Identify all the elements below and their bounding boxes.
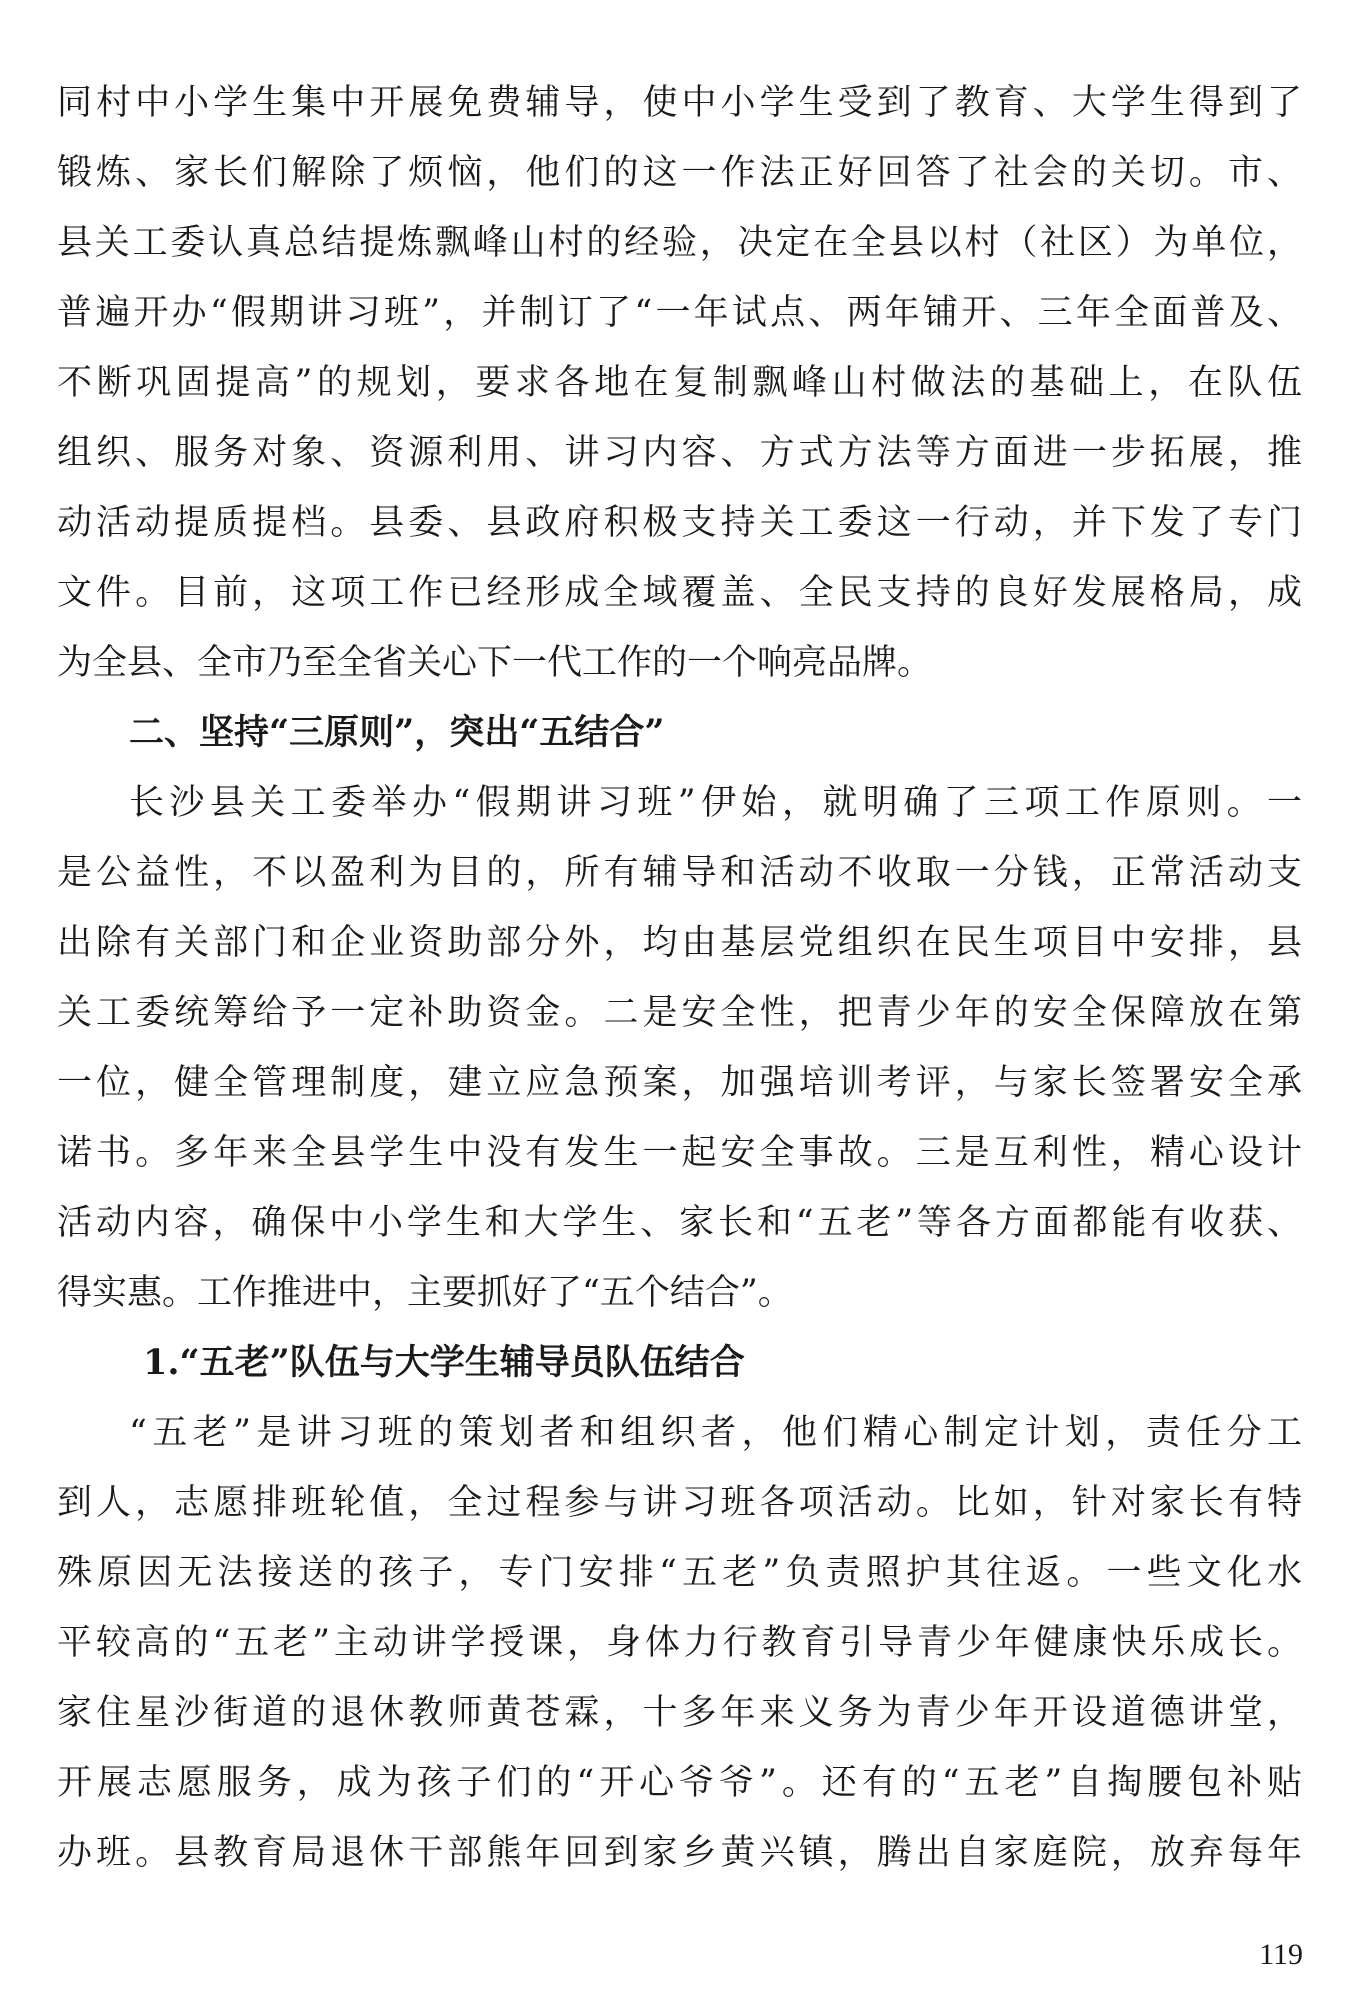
subsection-heading: 1.“五老”队伍与大学生辅导员队伍结合 bbox=[143, 1342, 745, 1383]
paragraph-line: 长沙县关工委举办“假期讲习班”伊始，就明确了三项工作原则。一 bbox=[129, 783, 1302, 823]
paragraph-line: 关工委统筹给予一定补助资金。二是安全性，把青少年的安全保障放在第 bbox=[57, 993, 1302, 1033]
paragraph-line: 家住星沙街道的退休教师黄苍霖，十多年来义务为青少年开设道德讲堂， bbox=[57, 1693, 1302, 1733]
paragraph-line: 县关工委认真总结提炼飘峰山村的经验，决定在全县以村（社区）为单位， bbox=[57, 223, 1302, 263]
paragraph-line: 组织、服务对象、资源利用、讲习内容、方式方法等方面进一步拓展，推 bbox=[57, 433, 1302, 473]
document-body bbox=[57, 68, 1302, 1888]
paragraph-line: “五老”是讲习班的策划者和组织者，他们精心制定计划，责任分工 bbox=[129, 1413, 1302, 1453]
paragraph-line: 到人，志愿排班轮值，全过程参与讲习班各项活动。比如，针对家长有特 bbox=[57, 1483, 1302, 1523]
paragraph-line: 动活动提质提档。县委、县政府积极支持关工委这一行动，并下发了专门 bbox=[57, 503, 1302, 543]
section-heading: 二、坚持“三原则”，突出“五结合” bbox=[129, 712, 665, 753]
paragraph-line: 不断巩固提高”的规划，要求各地在复制飘峰山村做法的基础上，在队伍 bbox=[57, 363, 1302, 403]
paragraph-line: 办班。县教育局退休干部熊年回到家乡黄兴镇，腾出自家庭院，放弃每年 bbox=[57, 1833, 1302, 1873]
paragraph-line: 诺书。多年来全县学生中没有发生一起安全事故。三是互利性，精心设计 bbox=[57, 1133, 1302, 1173]
paragraph-line: 为全县、全市乃至全省关心下一代工作的一个响亮品牌。 bbox=[57, 643, 933, 683]
paragraph-line: 同村中小学生集中开展免费辅导，使中小学生受到了教育、大学生得到了 bbox=[57, 83, 1302, 123]
paragraph-line: 得实惠。工作推进中，主要抓好了“五个结合”。 bbox=[57, 1273, 793, 1313]
page-number: 119 bbox=[1259, 1938, 1303, 1971]
paragraph-line: 殊原因无法接送的孩子，专门安排“五老”负责照护其往返。一些文化水 bbox=[57, 1553, 1302, 1593]
paragraph-line: 锻炼、家长们解除了烦恼，他们的这一作法正好回答了社会的关切。市、 bbox=[57, 153, 1302, 193]
paragraph-line: 是公益性，不以盈利为目的，所有辅导和活动不收取一分钱，正常活动支 bbox=[57, 853, 1302, 893]
paragraph-line: 一位，健全管理制度，建立应急预案，加强培训考评，与家长签署安全承 bbox=[57, 1063, 1302, 1103]
paragraph-line: 平较高的“五老”主动讲学授课，身体力行教育引导青少年健康快乐成长。 bbox=[57, 1623, 1302, 1663]
paragraph-line: 出除有关部门和企业资助部分外，均由基层党组织在民生项目中安排，县 bbox=[57, 923, 1302, 963]
paragraph-line: 普遍开办“假期讲习班”，并制订了“一年试点、两年铺开、三年全面普及、 bbox=[57, 293, 1302, 333]
paragraph-line: 开展志愿服务，成为孩子们的“开心爷爷”。还有的“五老”自掏腰包补贴 bbox=[57, 1763, 1302, 1803]
paragraph-line: 活动内容，确保中小学生和大学生、家长和“五老”等各方面都能有收获、 bbox=[57, 1203, 1302, 1243]
paragraph-line: 文件。目前，这项工作已经形成全域覆盖、全民支持的良好发展格局，成 bbox=[57, 573, 1302, 613]
